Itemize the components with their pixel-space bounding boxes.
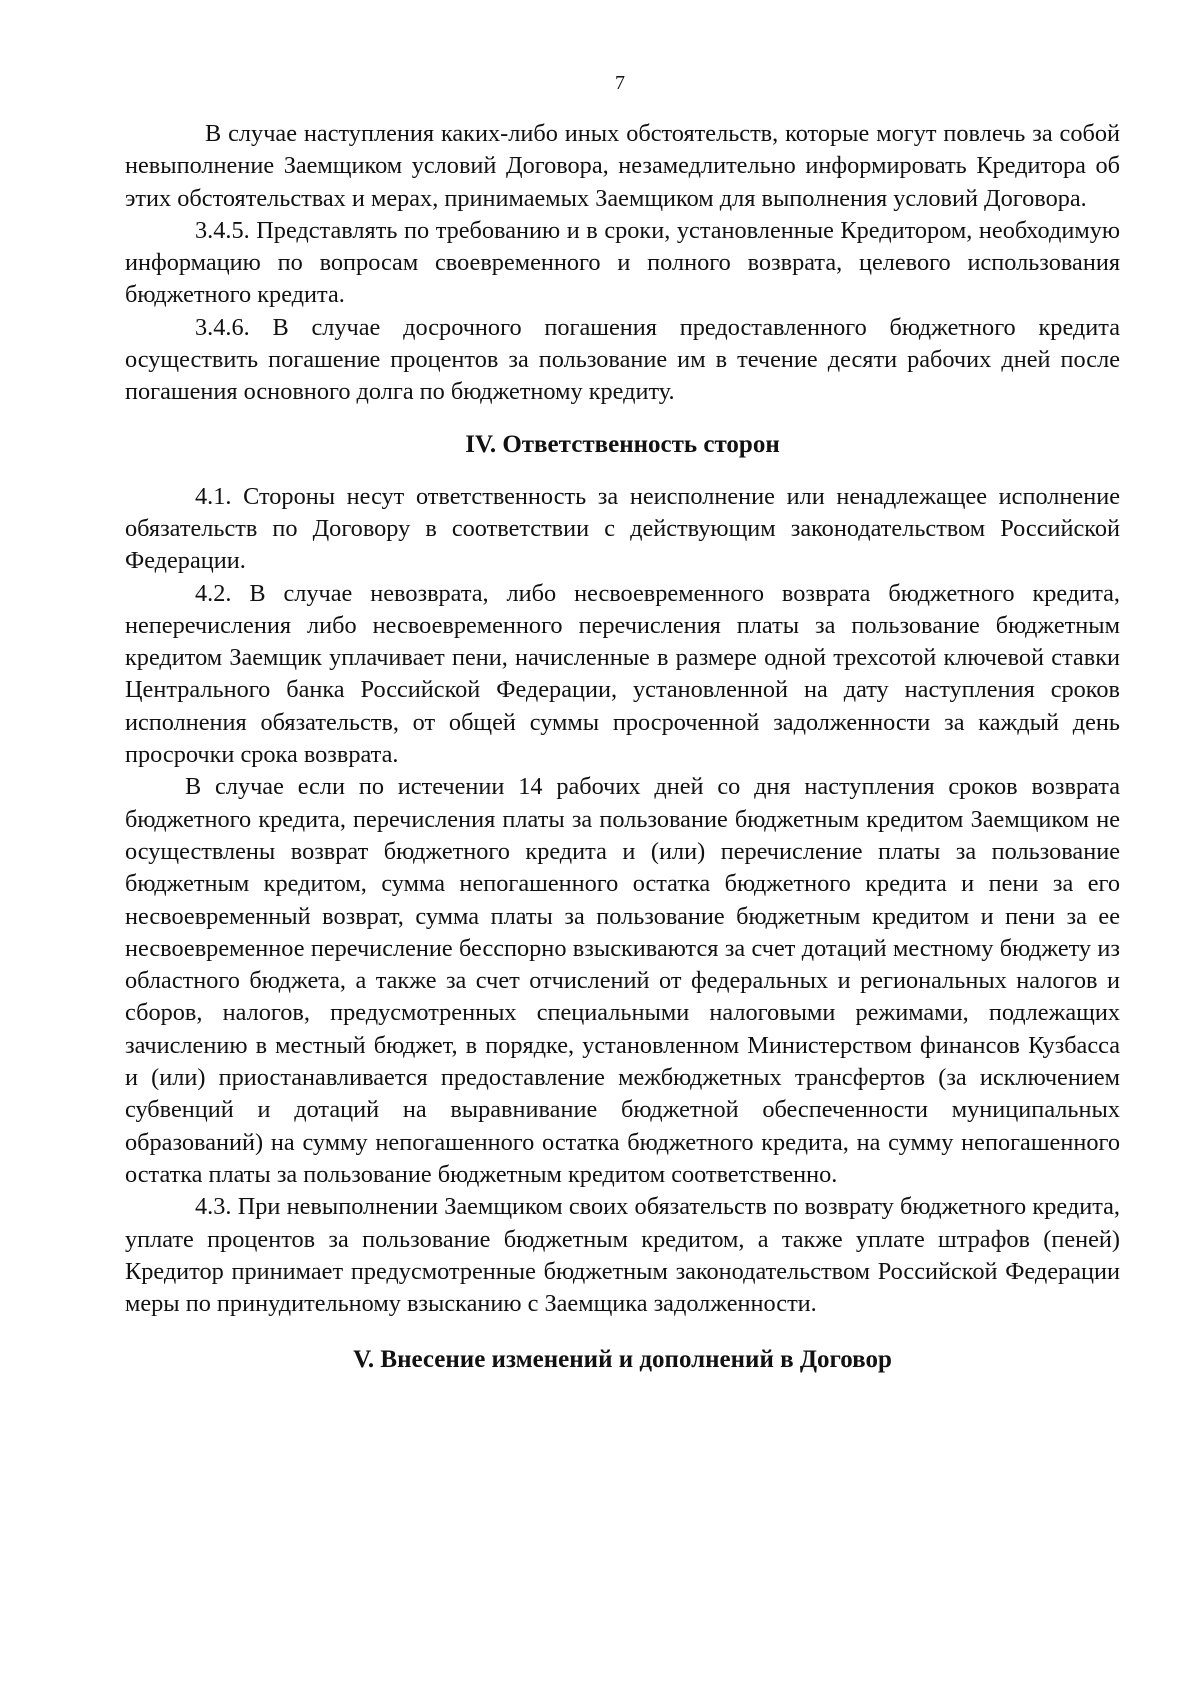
- paragraph-4-2-continuation: В случае если по истечении 14 рабочих дней со дня наступления сроков возврата бюджетного кредита, перечисления платы за пользование бюджетным кредитом Заемщиком не осуществлены возврат бюджетного кредита и (или) перечисление платы за пользование бюджетным кредитом, сумма непогашенного остатка бюджетного кредита и пени за его несвоевременный возврат, сумма платы за пользование бюджетным кредитом и пени за ее несвоевременное перечисление бесспорно взыскиваются за счет дотаций местному бюджету из областного бюджета, а также за счет отчислений от федеральных и региональных налогов и сборов, налогов, предусмотренных специальными налоговыми режимами, подлежащих зачислению в местный бюджет, в порядке, установленном Министерством финансов Кузбасса и (или) приостанавливается предоставление межбюджетных трансфертов (за исключением субвенций и дотаций на выравнивание бюджетной обеспеченности муниципальных образований) на сумму непогашенного остатка бюджетного кредита, на сумму непогашенного остатка платы за пользование бюджетным кредитом соответственно.: [125, 773, 1120, 1188]
- document-body: [125, 118, 1120, 1376]
- section-heading-v: V. Внесение изменений и дополнений в Договор: [353, 1346, 892, 1374]
- paragraph-4-3: 4.3. При невыполнении Заемщиком своих обязательств по возврату бюджетного кредита, уплате процентов за пользование бюджетным кредитом, а также уплате штрафов (пеней) Кредитор принимает предусмотренные бюджетным законодательством Российской Федерации меры по принудительному взысканию с Заемщика задолженности.: [125, 1193, 1120, 1318]
- paragraph-3-4-5: 3.4.5. Представлять по требованию и в сроки, установленные Кредитором, необходимую информацию по вопросам своевременного и полного возврата, целевого использования бюджетного кредита.: [125, 216, 1120, 309]
- paragraph-4-2: 4.2. В случае невозврата, либо несвоевременного возврата бюджетного кредита, неперечисления либо несвоевременного перечисления платы за пользование бюджетным кредитом Заемщик уплачивает пени, начисленные в размере одной трехсотой ключевой ставки Центрального банка Российской Федерации, установленной на дату наступления сроков исполнения обязательств, от общей суммы просроченной задолженности за каждый день просрочки срока возврата.: [125, 579, 1120, 769]
- paragraph-4-1: 4.1. Стороны несут ответственность за неисполнение или ненадлежащее исполнение обязательств по Договору в соответствии с действующим законодательством Российской Федерации.: [125, 482, 1120, 575]
- paragraph-3-4-6: 3.4.6. В случае досрочного погашения предоставленного бюджетного кредита осуществить погашение процентов за пользование им в течение десяти рабочих дней после погашения основного долга по бюджетному кредиту.: [125, 313, 1120, 406]
- paragraph-circumstances: В случае наступления каких-либо иных обстоятельств, которые могут повлечь за собой невыполнение Заемщиком условий Договора, незамедлительно информировать Кредитора об этих обстоятельствах и мерах, принимаемых Заемщиком для выполнения условий Договора.: [125, 120, 1120, 212]
- section-heading-iv: IV. Ответственность сторон: [465, 430, 780, 458]
- page-number: 7: [615, 72, 625, 94]
